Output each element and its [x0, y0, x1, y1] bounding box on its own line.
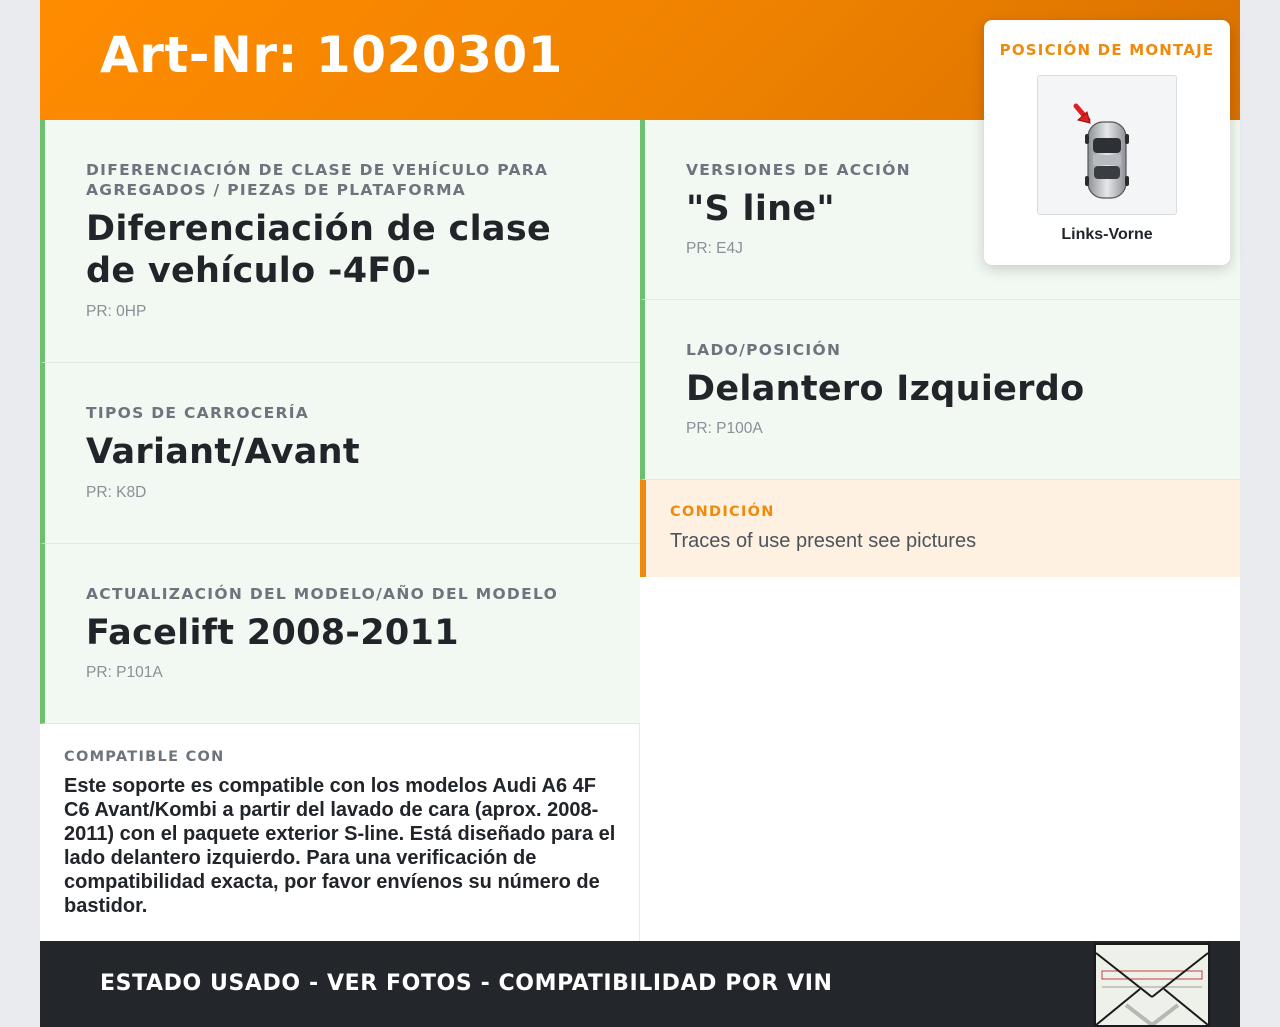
compatibility-text: Este soporte es compatible con los modelos Audi A6 4F C6 Avant/Kombi a partir del lavado de cara (aprox. 2008-2011) con el paquete exterior S-line. Está diseñado para el lado delantero izquierdo. Para una verificación de compatibilidad exacta, por favor envíenos su número de bastidor. — [64, 775, 616, 917]
condition-text: Traces of use present see pictures — [670, 530, 977, 552]
compatibility-label: COMPATIBLE CON — [64, 749, 225, 765]
pr-code: PR: P101A — [86, 664, 163, 681]
condition-label: CONDICIÓN — [670, 504, 775, 520]
condition-box — [640, 480, 1240, 577]
envelope-stamp-icon — [1094, 943, 1210, 1027]
mounting-position-card — [984, 20, 1230, 265]
info-label: DIFERENCIACIÓN DE CLASE DE VEHÍCULO PARA AGREGADOS / PIEZAS DE PLATAFORMA — [86, 161, 549, 199]
info-value: Variant/Avant — [86, 432, 360, 472]
pr-code: PR: P100A — [686, 420, 763, 437]
footer-bar — [40, 941, 1240, 1027]
column-divider — [639, 724, 640, 941]
info-label: TIPOS DE CARROCERÍA — [86, 404, 310, 422]
mounting-position-title: POSICIÓN DE MONTAJE — [999, 41, 1215, 59]
info-cell-body-type — [40, 363, 640, 544]
info-cell-model-year — [40, 544, 640, 724]
car-position-thumbnail[interactable] — [1037, 75, 1177, 215]
info-value: "S line" — [686, 189, 835, 229]
mounting-position-value: Links-Vorne — [1061, 226, 1153, 243]
pr-code: PR: K8D — [86, 484, 147, 501]
info-label: LADO/POSICIÓN — [686, 341, 842, 359]
compatibility-section — [40, 724, 639, 941]
article-number-title: Art-Nr: 1020301 — [100, 26, 563, 84]
info-value: Diferenciación de clase de vehículo -4F0- — [86, 209, 551, 291]
info-cell-side-position — [640, 300, 1240, 480]
pr-code: PR: 0HP — [86, 303, 147, 320]
info-value: Facelift 2008-2011 — [86, 613, 459, 653]
info-label: ACTUALIZACIÓN DEL MODELO/AÑO DEL MODELO — [86, 585, 559, 603]
info-label: VERSIONES DE ACCIÓN — [686, 161, 911, 179]
car-topview-icon — [1038, 76, 1176, 214]
info-cell-platform — [40, 120, 640, 363]
pr-code: PR: E4J — [686, 240, 743, 257]
footer-text: ESTADO USADO - VER FOTOS - COMPATIBILIDAD POR VIN — [100, 971, 833, 996]
info-value: Delantero Izquierdo — [686, 369, 1085, 409]
